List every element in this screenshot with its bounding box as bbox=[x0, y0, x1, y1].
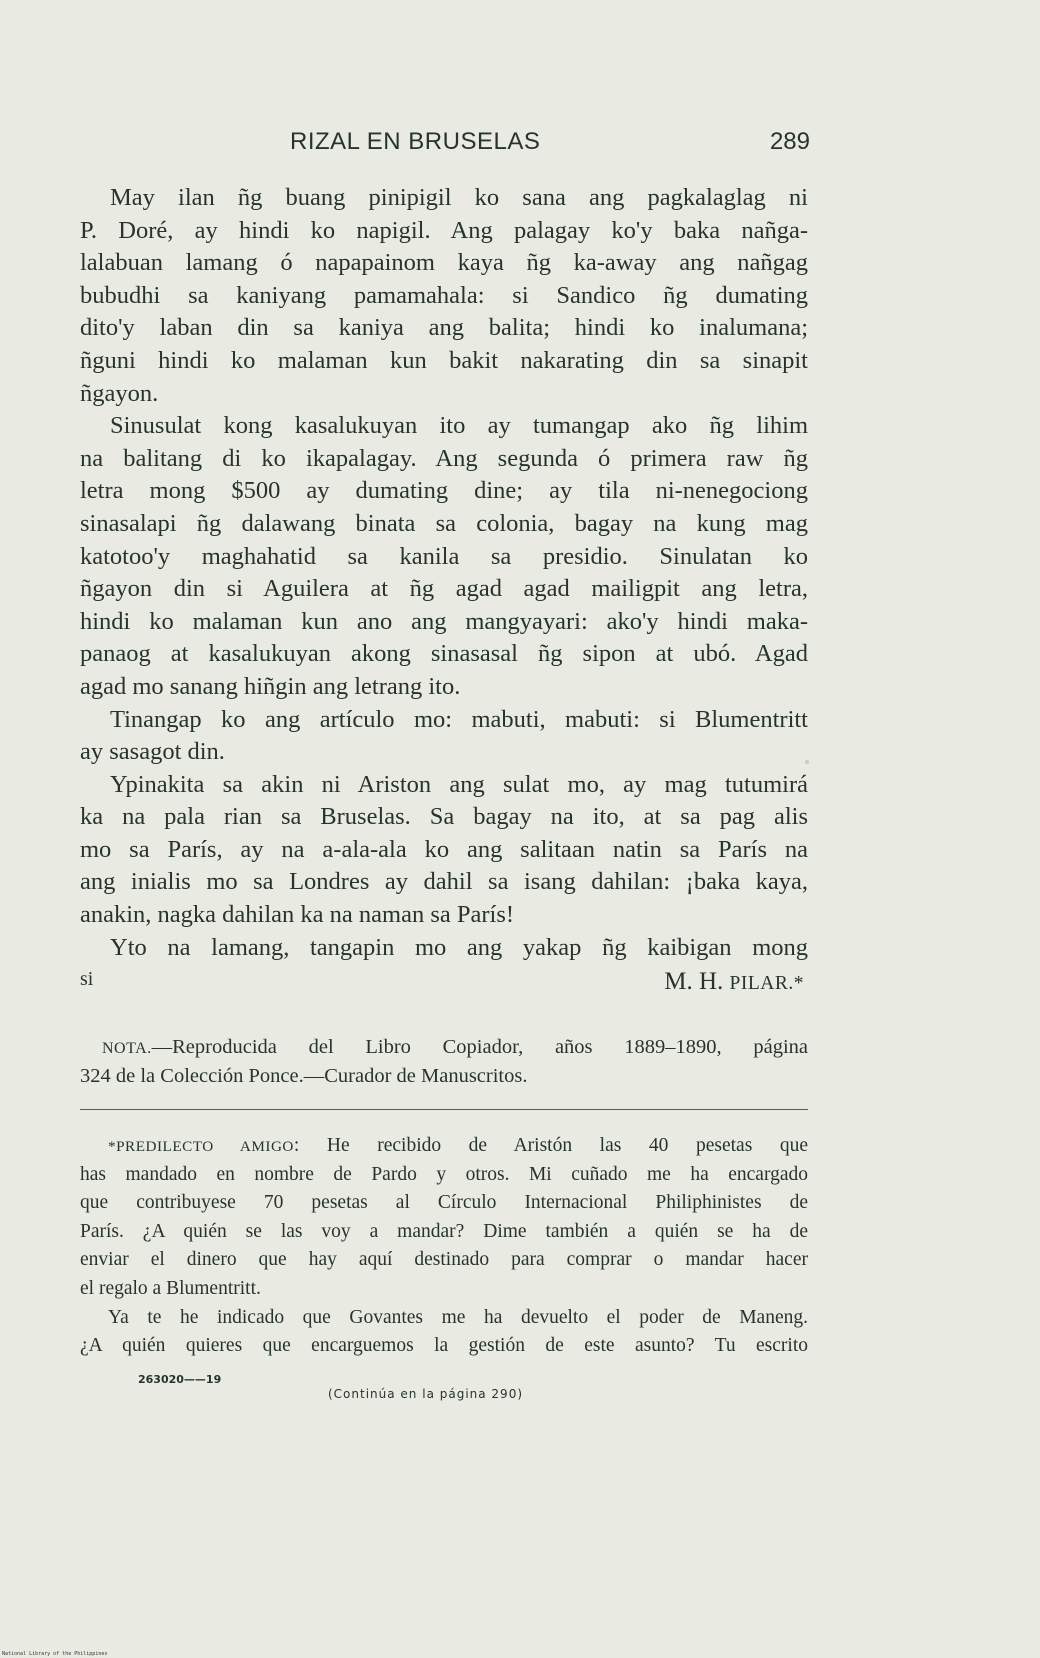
paper-speck bbox=[805, 760, 809, 764]
footnote-line: el regalo a Blumentritt. bbox=[80, 1277, 261, 1299]
text-line: na balitang di ko ikapalagay. Ang segunda ó primera raw ñg bbox=[80, 444, 808, 472]
footnote-line: has mandado en nombre de Pardo y otros. Mi cuñado me ha encargado bbox=[80, 1163, 808, 1185]
text-line: panaog at kasalukuyan akong sinasasal ñg sipon at ubó. Agad bbox=[80, 640, 808, 668]
text-line: ñgayon din si Aguilera at ñg agad agad mailigpit ang letra, bbox=[80, 575, 808, 603]
footnote-line: París. ¿A quién se las voy a mandar? Dime también a quién se ha de bbox=[80, 1220, 808, 1242]
signature-name: PILAR.* bbox=[729, 973, 804, 995]
footnote-line: Ya te he indicado que Govantes me ha devuelto el poder de Maneng. bbox=[108, 1306, 808, 1328]
text-line: Tinangap ko ang artículo mo: mabuti, mabuti: si Blumentritt bbox=[110, 705, 808, 733]
editor-note bbox=[80, 1033, 808, 1091]
text-line: dito'y laban din sa kaniya ang balita; hindi ko inalumana; bbox=[80, 314, 808, 342]
text-line: lalabuan lamang ó napapainom kaya ñg ka-away ang nañgag bbox=[80, 249, 808, 277]
print-marks bbox=[138, 1373, 638, 1403]
closing-word: si bbox=[80, 968, 94, 991]
text-line: anakin, nagka dahilan ka na naman sa París! bbox=[80, 901, 515, 929]
note-line bbox=[102, 1033, 808, 1062]
text-line: katotoo'y maghahatid sa kanila sa presidio. Sinulatan ko bbox=[80, 542, 808, 570]
text-line: sinasalapi ñg dalawang binata sa colonia, bagay na kung mag bbox=[80, 509, 808, 537]
running-header bbox=[290, 128, 810, 164]
signature-initials: M. H. bbox=[664, 968, 724, 996]
continuation-note: (Continúa en la página 290) bbox=[328, 1387, 524, 1401]
text-line: ñgayon. bbox=[80, 379, 159, 407]
footnote-line: que contribuyese 70 pesetas al Círculo Internacional Philiphinistes de bbox=[80, 1192, 808, 1214]
page-number: 289 bbox=[769, 128, 810, 155]
text-line: ang inialis mo sa Londres ay dahil sa isang dahilan: ¡baka kaya, bbox=[80, 868, 808, 896]
text-line: Ypinakita sa akin ni Ariston ang sulat mo, ay mag tutumirá bbox=[110, 770, 808, 798]
text-line: Sinusulat kong kasalukuyan ito ay tumangap ako ñg lihim bbox=[110, 412, 808, 440]
text-line: P. Doré, ay hindi ko napigil. Ang palagay ko'y baka nañga- bbox=[80, 216, 808, 244]
text-line: agad mo sanang hiñgin ang letrang ito. bbox=[80, 672, 461, 700]
text-line: ay sasagot din. bbox=[80, 738, 225, 766]
note-line: 324 de la Colección Ponce.—Curador de Manuscritos. bbox=[80, 1065, 528, 1087]
text-line: Yto na lamang, tangapin mo ang yakap ñg kaibigan mong bbox=[110, 933, 808, 961]
text-line: mo sa París, ay na a-ala-ala ko ang salitaan natin sa París na bbox=[80, 835, 808, 863]
signature bbox=[664, 968, 804, 996]
signature-row bbox=[80, 964, 808, 1004]
note-label: NOTA. bbox=[102, 1040, 152, 1057]
letter-body bbox=[80, 182, 808, 1004]
footnote-line bbox=[80, 1132, 808, 1161]
print-code: 263020——19 bbox=[138, 1373, 222, 1386]
footnote-line: ¿A quién quieres que encarguemos la gestión de este asunto? Tu escrito bbox=[80, 1335, 808, 1357]
footnote-divider bbox=[80, 1109, 808, 1110]
footnote-line: enviar el dinero que hay aquí destinado para comprar o mandar hacer bbox=[80, 1249, 808, 1271]
text-line: letra mong $500 ay dumating dine; ay tila ni-nenegociong bbox=[80, 477, 808, 505]
footnote bbox=[80, 1132, 808, 1361]
footnote-text: : He recibido de Aristón las 40 pesetas que bbox=[293, 1135, 809, 1156]
text-line: ka na pala rian sa Bruselas. Sa bagay na ito, at sa pag alis bbox=[80, 803, 808, 831]
text-line: May ilan ñg buang pinipigil ko sana ang pagkalaglag ni bbox=[110, 184, 808, 211]
note-text: —Reproducida del Libro Copiador, años 1889–1890, página bbox=[151, 1036, 808, 1058]
text-line: bubudhi sa kaniyang pamamahala: si Sandico ñg dumating bbox=[80, 281, 808, 309]
text-line: ñguni hindi ko malaman kun bakit nakarating din sa sinapit bbox=[80, 346, 808, 374]
text-line: hindi ko malaman kun ano ang mangyayari: ako'y hindi maka- bbox=[80, 607, 808, 635]
library-stamp: National Library of the Philippines bbox=[2, 1651, 108, 1657]
footnote-salutation: *PREDILECTO AMIGO bbox=[108, 1138, 294, 1155]
running-title: RIZAL EN BRUSELAS bbox=[290, 128, 541, 155]
